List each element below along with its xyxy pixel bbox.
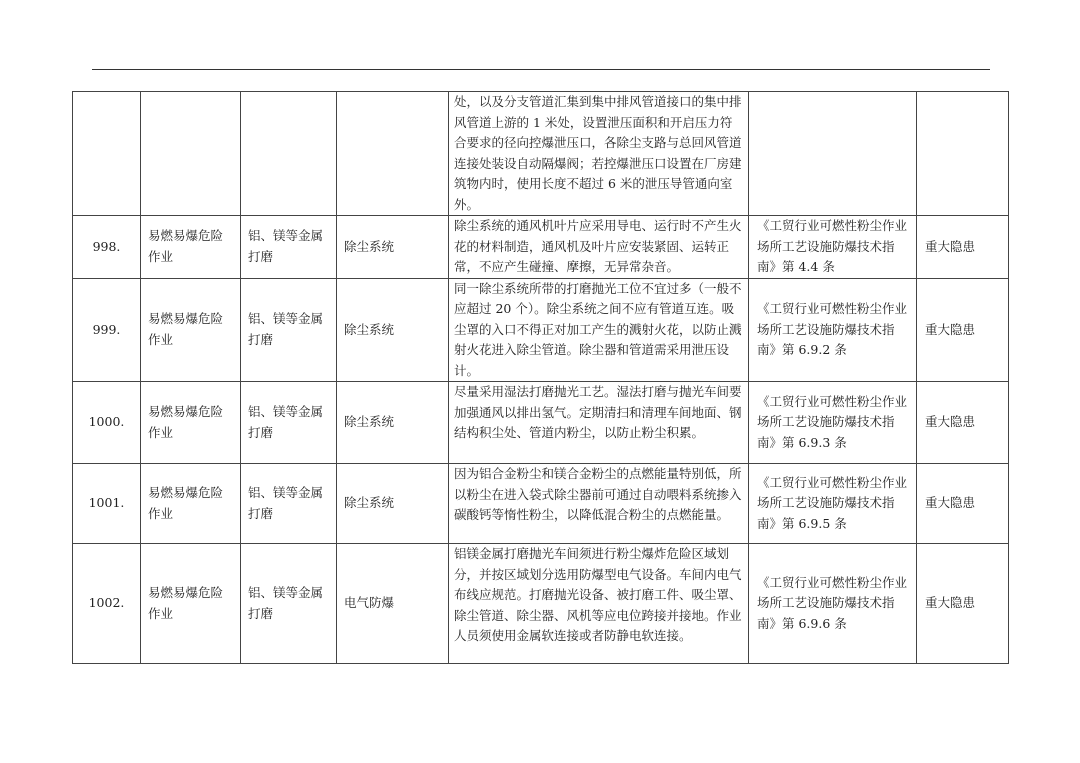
row-category	[141, 92, 241, 216]
row-system: 除尘系统	[337, 464, 449, 544]
table-row	[73, 544, 1009, 664]
table-row	[73, 464, 1009, 544]
row-basis: 《工贸行业可燃性粉尘作业场所工艺设施防爆技术指南》第 6.9.5 条	[749, 464, 917, 544]
row-description: 因为铝合金粉尘和镁合金粉尘的点燃能量特别低，所以粉尘在进入袋式除尘器前可通过自动喂料系统掺入碳酸钙等惰性粉尘，以降低混合粉尘的点燃能量。	[449, 464, 749, 544]
row-category: 易燃易爆危险作业	[141, 278, 241, 382]
row-level: 重大隐患	[917, 278, 1009, 382]
row-basis: 《工贸行业可燃性粉尘作业场所工艺设施防爆技术指南》第 6.9.6 条	[749, 544, 917, 664]
row-description: 铝镁金属打磨抛光车间须进行粉尘爆炸危险区域划分，并按区域划分选用防爆型电气设备。车间内电气布线应规范。打磨抛光设备、被打磨工件、吸尘罩、除尘管道、除尘器、风机等应电位跨接并接地。作业人员须使用金属软连接或者防静电软连接。	[449, 544, 749, 664]
row-level: 重大隐患	[917, 544, 1009, 664]
row-object	[241, 92, 337, 216]
row-category: 易燃易爆危险作业	[141, 544, 241, 664]
row-system: 除尘系统	[337, 278, 449, 382]
row-number: 1002.	[73, 544, 141, 664]
row-category: 易燃易爆危险作业	[141, 216, 241, 279]
row-basis: 《工贸行业可燃性粉尘作业场所工艺设施防爆技术指南》第 6.9.3 条	[749, 382, 917, 464]
row-object: 铝、镁等金属打磨	[241, 382, 337, 464]
row-category: 易燃易爆危险作业	[141, 382, 241, 464]
row-number: 999.	[73, 278, 141, 382]
table-row	[73, 216, 1009, 279]
page-header-rule	[92, 69, 990, 70]
row-level: 重大隐患	[917, 382, 1009, 464]
row-basis: 《工贸行业可燃性粉尘作业场所工艺设施防爆技术指南》第 6.9.2 条	[749, 278, 917, 382]
table-row	[73, 92, 1009, 216]
row-system: 除尘系统	[337, 216, 449, 279]
row-system: 电气防爆	[337, 544, 449, 664]
row-object: 铝、镁等金属打磨	[241, 544, 337, 664]
row-object: 铝、镁等金属打磨	[241, 278, 337, 382]
row-description: 尽量采用湿法打磨抛光工艺。湿法打磨与抛光车间要加强通风以排出氢气。定期清扫和清理车间地面、钢结构积尘处、管道内粉尘，以防止粉尘积累。	[449, 382, 749, 464]
row-number	[73, 92, 141, 216]
row-number: 1001.	[73, 464, 141, 544]
row-number: 1000.	[73, 382, 141, 464]
row-system: 除尘系统	[337, 382, 449, 464]
table-row	[73, 382, 1009, 464]
row-level: 重大隐患	[917, 464, 1009, 544]
hazard-table	[72, 91, 1009, 664]
row-basis: 《工贸行业可燃性粉尘作业场所工艺设施防爆技术指南》第 4.4 条	[749, 216, 917, 279]
row-object: 铝、镁等金属打磨	[241, 216, 337, 279]
row-system	[337, 92, 449, 216]
row-object: 铝、镁等金属打磨	[241, 464, 337, 544]
row-level: 重大隐患	[917, 216, 1009, 279]
table-row	[73, 278, 1009, 382]
row-basis	[749, 92, 917, 216]
row-category: 易燃易爆危险作业	[141, 464, 241, 544]
row-description: 处，以及分支管道汇集到集中排风管道接口的集中排风管道上游的 1 米处，设置泄压面积和开启压力符合要求的径向控爆泄压口，各除尘支路与总回风管道连接处装设自动隔爆阀；若控爆泄压口设置在厂房建筑物内时，使用长度不超过 6 米的泄压导管通向室外。	[449, 92, 749, 216]
row-description: 除尘系统的通风机叶片应采用导电、运行时不产生火花的材料制造，通风机及叶片应安装紧固、运转正常，不应产生碰撞、摩擦，无异常杂音。	[449, 216, 749, 279]
row-level	[917, 92, 1009, 216]
row-description: 同一除尘系统所带的打磨抛光工位不宜过多（一般不应超过 20 个）。除尘系统之间不应有管道互连。吸尘罩的入口不得正对加工产生的溅射火花，以防止溅射火花进入除尘管道。除尘器和管道需采用泄压设计。	[449, 278, 749, 382]
row-number: 998.	[73, 216, 141, 279]
